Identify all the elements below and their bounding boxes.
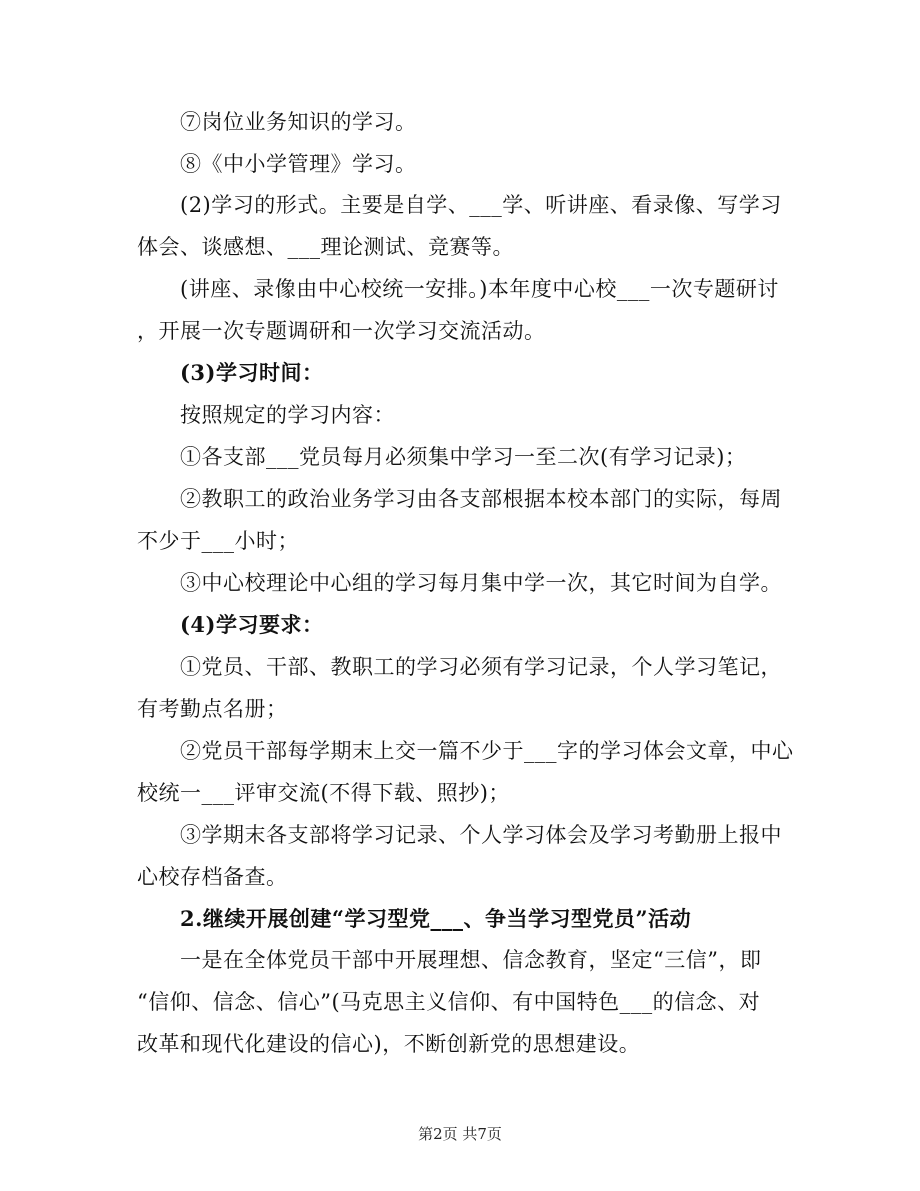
paragraph-line: 一是在全体党员干部中开展理想、信念教育，坚定“三信”，即 <box>180 948 762 972</box>
paragraph-line: 不少于___小时； <box>137 529 299 553</box>
paragraph-line: ③学期末各支部将学习记录、个人学习体会及学习考勤册上报中 <box>180 823 782 847</box>
paragraph-line: ②党员干部每学期末上交一篇不少于___字的学习体会文章，中心 <box>180 739 794 763</box>
section-heading: (3)学习时间： <box>180 360 324 385</box>
paragraph-line: 体会、谈感想、___理论测试、竞赛等。 <box>137 235 514 259</box>
paragraph-line: “信仰、信念、信心”(马克思主义信仰、有中国特色___的信念、对 <box>137 990 761 1014</box>
paragraph-line: ⑧《中小学管理》学习。 <box>180 152 417 176</box>
paragraph-line: 心校存档备查。 <box>137 865 288 889</box>
paragraph-line: ①各支部___党员每月必须集中学习一至二次(有学习记录)； <box>180 445 747 469</box>
paragraph-line: 按照规定的学习内容： <box>180 403 395 427</box>
paragraph-line: (讲座、录像由中心校统一安排。)本年度中心校___一次专题研讨 <box>180 277 779 301</box>
paragraph-line: ②教职工的政治业务学习由各支部根据本校本部门的实际，每周 <box>180 487 782 511</box>
paragraph-line: 有考勤点名册； <box>137 697 288 721</box>
paragraph-line: ③中心校理论中心组的学习每月集中学一次，其它时间为自学。 <box>180 571 782 595</box>
paragraph-line: ，开展一次专题调研和一次学习交流活动。 <box>137 319 546 343</box>
section-heading: (4)学习要求： <box>180 612 324 637</box>
paragraph-line: 改革和现代化建设的信心)，不断创新党的思想建设。 <box>137 1032 641 1056</box>
page-number-footer: 第2页 共7页 <box>418 1125 502 1143</box>
paragraph-line: (2)学习的形式。主要是自学、___学、听讲座、看录像、写学习 <box>180 193 782 217</box>
paragraph-line: ⑦岗位业务知识的学习。 <box>180 110 417 134</box>
paragraph-line: 校统一___评审交流(不得下载、照抄)； <box>137 781 510 805</box>
section-heading: 2.继续开展创建“学习型党___、争当学习型党员”活动 <box>180 906 692 931</box>
paragraph-line: ①党员、干部、教职工的学习必须有学习记录，个人学习笔记， <box>180 655 782 679</box>
